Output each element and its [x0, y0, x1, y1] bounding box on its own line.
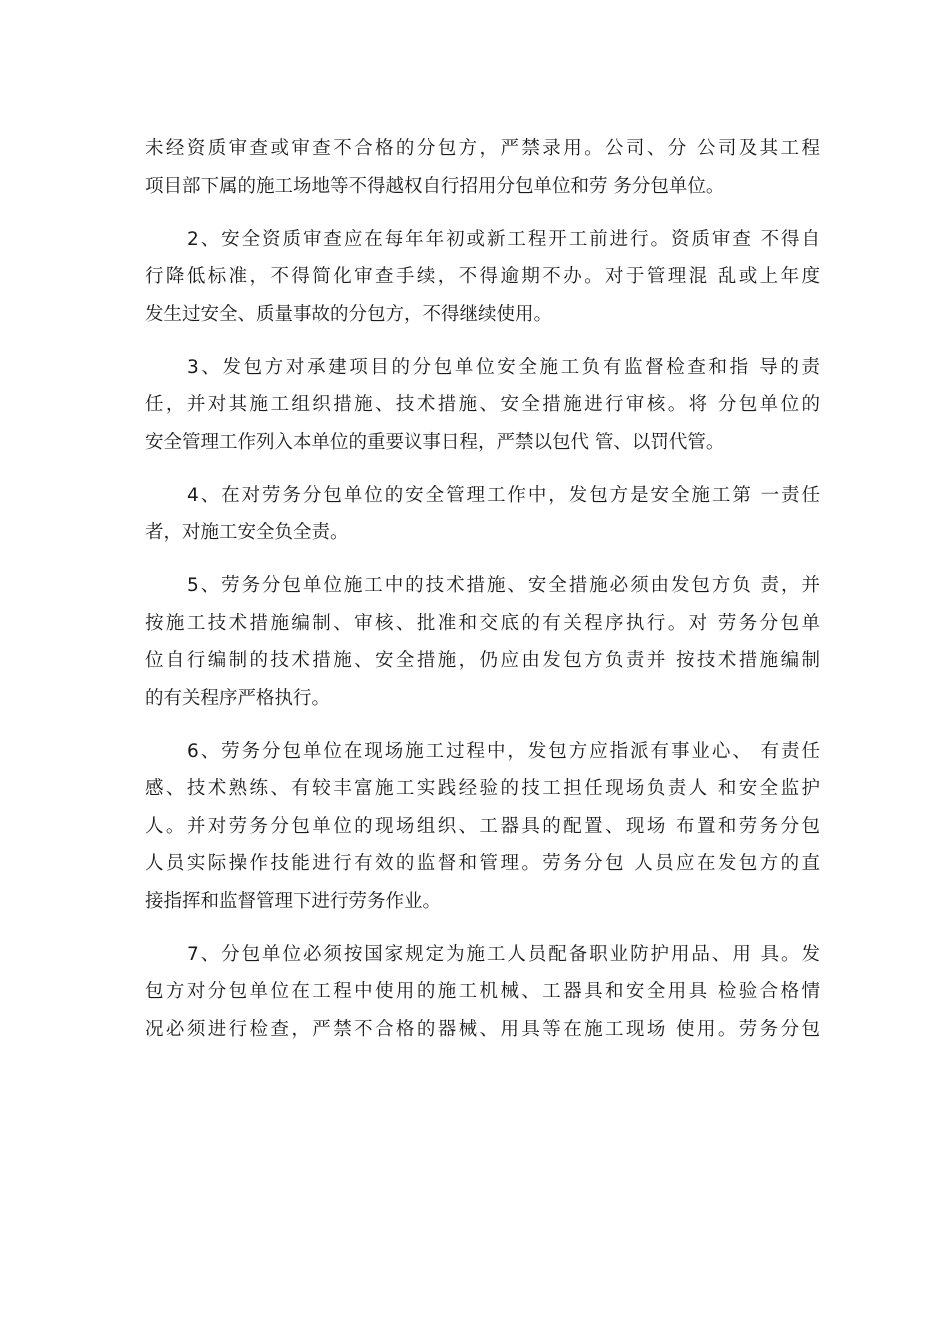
- text-line: 者，对施工安全负全责。: [145, 522, 349, 543]
- paragraph-5: [145, 567, 820, 717]
- text-line: 人员实际操作技能进行有效的监督和管理。劳务分包 人员应在发包方的直: [145, 853, 820, 874]
- text-line: 7、分包单位必须按国家规定为施工人员配备职业防护用品、用 具。发: [187, 943, 820, 965]
- paragraph-6: [145, 733, 820, 921]
- text-line: 况必须进行检查，严禁不合格的器械、用具等在施工现场 使用。劳务分包: [145, 1018, 820, 1040]
- text-line: 包方对分包单位在工程中使用的施工机械、工器具和安全用具 检验合格情: [145, 981, 820, 1002]
- text-line: 感、技术熟练、有较丰富施工实践经验的技工担任现场负责人 和安全监护: [145, 778, 820, 799]
- text-line: 6、劳务分包单位在现场施工过程中，发包方应指派有事业心、 有责任: [187, 740, 820, 762]
- document-body: [145, 130, 820, 1048]
- paragraph-4: [145, 477, 820, 552]
- text-line: 接指挥和监督管理下进行劳务作业。: [145, 890, 442, 912]
- text-line: 项目部下属的施工场地等不得越权自行招用分包单位和劳 务分包单位。: [145, 175, 725, 197]
- text-line: 4、在对劳务分包单位的安全管理工作中，发包方是安全施工第 一责任: [187, 484, 820, 506]
- text-line: 5、劳务分包单位施工中的技术措施、安全措施必须由发包方负 责，并: [187, 575, 820, 596]
- paragraph-1: [145, 130, 820, 205]
- text-line: 按施工技术措施编制、审核、批准和交底的有关程序执行。对 劳务分包单: [145, 612, 820, 634]
- text-line: 未经资质审查或审查不合格的分包方，严禁录用。公司、分 公司及其工程: [145, 138, 820, 159]
- text-line: 安全管理工作列入本单位的重要议事日程，严禁以包代 管、以罚代管。: [145, 431, 725, 453]
- text-line: 2、安全资质审查应在每年年初或新工程开工前进行。资质审查 不得自: [187, 228, 820, 250]
- paragraph-3: [145, 349, 820, 462]
- paragraph-7: [145, 936, 820, 1049]
- text-line: 任，并对其施工组织措施、技术措施、安全措施进行审核。将 分包单位的: [145, 394, 820, 415]
- text-line: 发生过安全、质量事故的分包方，不得继续使用。: [145, 303, 553, 325]
- text-line: 行降低标准，不得简化审查手续，不得逾期不办。对于管理混 乱或上年度: [145, 266, 820, 287]
- text-line: 的有关程序严格执行。: [145, 687, 331, 709]
- text-line: 位自行编制的技术措施、安全措施，仍应由发包方负责并 按技术措施编制: [145, 650, 820, 671]
- text-line: 3、发包方对承建项目的分包单位安全施工负有监督检查和指 导的责: [187, 356, 820, 378]
- paragraph-2: [145, 221, 820, 334]
- text-line: 人。并对劳务分包单位的现场组织、工器具的配置、现场 布置和劳务分包: [145, 815, 820, 837]
